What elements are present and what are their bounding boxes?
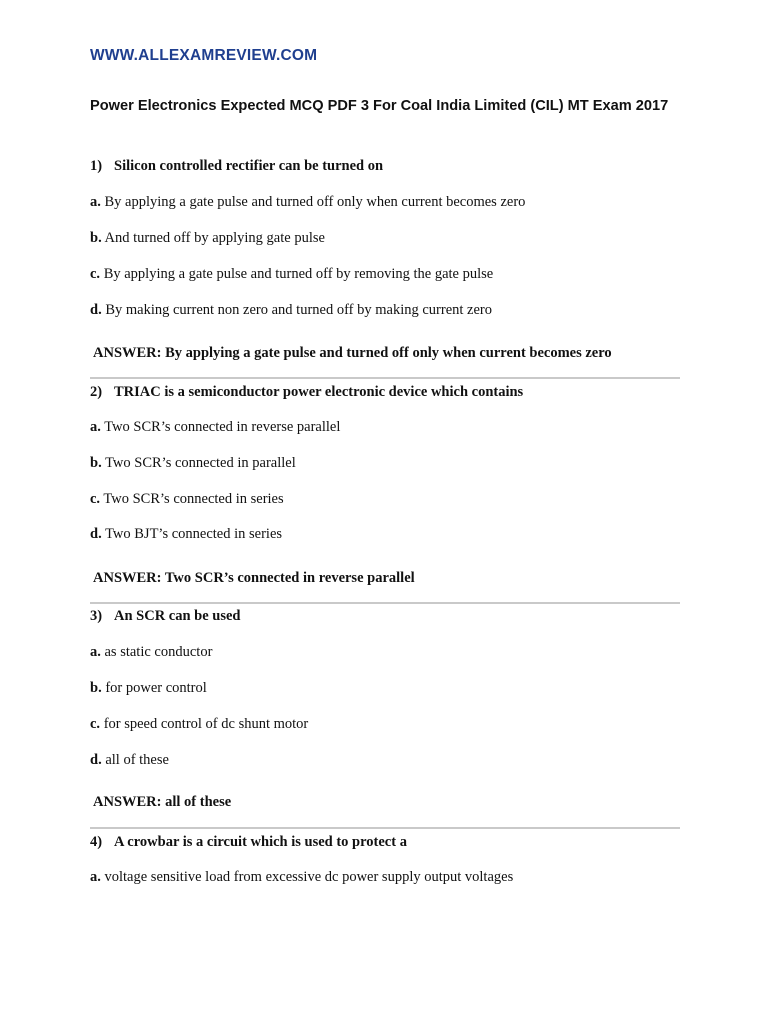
option-letter: a.	[90, 194, 101, 210]
divider	[90, 827, 680, 829]
option-2c	[90, 490, 284, 508]
option-text: for power control	[101, 680, 207, 696]
divider	[90, 602, 680, 604]
option-letter: a.	[90, 419, 101, 435]
option-1b	[90, 229, 325, 247]
option-letter: b.	[90, 455, 102, 471]
option-text: By applying a gate pulse and turned off by removing the gate pulse	[100, 266, 494, 282]
option-text: Two SCR’s connected in series	[100, 491, 284, 507]
option-letter: d.	[90, 526, 102, 542]
option-letter: c.	[90, 491, 101, 507]
option-letter: c.	[90, 716, 101, 732]
answer-1: ANSWER: By applying a gate pulse and turned off only when current becomes zero	[93, 345, 612, 361]
option-text: By making current non zero and turned off by making current zero	[101, 302, 492, 318]
option-3a	[90, 643, 212, 661]
option-letter: d.	[90, 752, 102, 768]
question-3	[90, 607, 241, 625]
option-text: Two SCR’s connected in reverse parallel	[100, 419, 341, 435]
option-text: Two BJT’s connected in series	[101, 526, 283, 542]
option-3b	[90, 679, 207, 697]
site-link[interactable]: WWW.ALLEXAMREVIEW.COM	[90, 47, 318, 64]
option-letter: a.	[90, 869, 101, 885]
question-text: An SCR can be used	[114, 608, 241, 624]
question-number: 4)	[90, 834, 103, 850]
question-text: Silicon controlled rectifier can be turned on	[114, 158, 384, 174]
option-text: as static conductor	[100, 644, 213, 660]
option-2b	[90, 454, 296, 472]
answer-2: ANSWER: Two SCR’s connected in reverse parallel	[93, 570, 415, 586]
option-3c	[90, 715, 308, 733]
option-text: voltage sensitive load from excessive dc power supply output voltages	[100, 869, 514, 885]
answer-3: ANSWER: all of these	[93, 794, 232, 810]
option-2d	[90, 525, 282, 543]
option-2a	[90, 418, 340, 436]
option-1a	[90, 193, 525, 211]
question-text: A crowbar is a circuit which is used to protect a	[114, 834, 407, 850]
option-1d	[90, 301, 492, 319]
option-3d	[90, 751, 169, 769]
question-number: 1)	[90, 158, 103, 174]
question-number: 3)	[90, 608, 103, 624]
option-text: all of these	[101, 752, 169, 768]
option-1c	[90, 265, 493, 283]
option-4a	[90, 868, 513, 886]
option-text: By applying a gate pulse and turned off only when current becomes zero	[100, 194, 526, 210]
divider	[90, 377, 680, 379]
question-text: TRIAC is a semiconductor power electronic device which contains	[114, 384, 524, 400]
option-letter: b.	[90, 680, 102, 696]
question-2	[90, 383, 523, 401]
option-text: And turned off by applying gate pulse	[101, 230, 325, 246]
question-1	[90, 157, 383, 175]
question-4	[90, 833, 407, 851]
option-letter: a.	[90, 644, 101, 660]
option-letter: d.	[90, 302, 102, 318]
option-letter: b.	[90, 230, 102, 246]
document-page	[90, 0, 680, 1024]
option-text: Two SCR’s connected in parallel	[101, 455, 296, 471]
option-text: for speed control of dc shunt motor	[100, 716, 309, 732]
option-letter: c.	[90, 266, 101, 282]
question-number: 2)	[90, 384, 103, 400]
document-title: Power Electronics Expected MCQ PDF 3 For Coal India Limited (CIL) MT Exam 2017	[90, 98, 669, 114]
